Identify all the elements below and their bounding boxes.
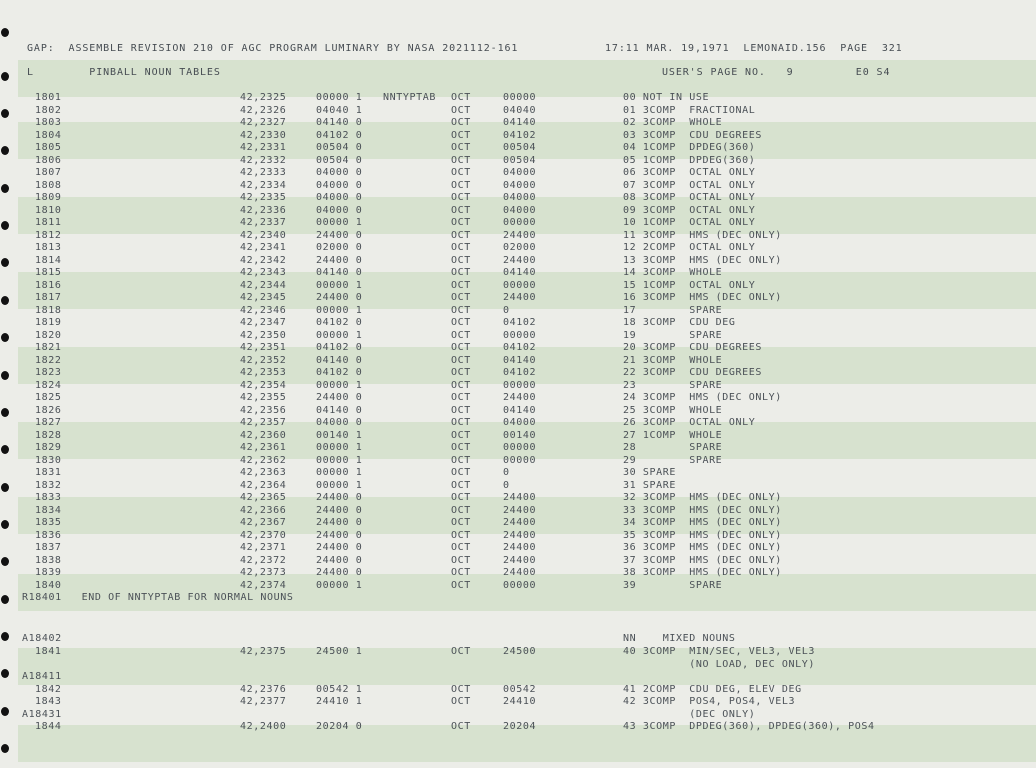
- feed-hole: [1, 109, 9, 118]
- opcode: OCT: [451, 417, 471, 428]
- seq-number: 1803: [35, 117, 62, 128]
- memory-address: 42,2356: [240, 405, 287, 416]
- seq-number: A18431: [22, 709, 62, 720]
- noun-comment: 13 3COMP HMS (DEC ONLY): [623, 255, 782, 266]
- operand: 00000: [503, 217, 537, 228]
- opcode: OCT: [451, 430, 471, 441]
- seq-number: 1842: [35, 684, 62, 695]
- octal-word: 24400 0: [316, 492, 363, 503]
- opcode: OCT: [451, 280, 471, 291]
- octal-word: 02000 0: [316, 242, 363, 253]
- octal-word: 04000 0: [316, 167, 363, 178]
- seq-number: 1826: [35, 405, 62, 416]
- seq-number: 1804: [35, 130, 62, 141]
- noun-comment: 04 1COMP DPDEG(360): [623, 142, 756, 153]
- octal-word: 20204 0: [316, 721, 363, 732]
- memory-address: 42,2346: [240, 305, 287, 316]
- seq-number: 1844: [35, 721, 62, 732]
- memory-address: 42,2344: [240, 280, 287, 291]
- seq-number: 1832: [35, 480, 62, 491]
- octal-word: 24410 1: [316, 696, 363, 707]
- octal-word: 24400 0: [316, 230, 363, 241]
- memory-address: 42,2360: [240, 430, 287, 441]
- opcode: OCT: [451, 105, 471, 116]
- memory-address: 42,2400: [240, 721, 287, 732]
- section-title: L PINBALL NOUN TABLES: [27, 67, 221, 78]
- opcode: OCT: [451, 255, 471, 266]
- seq-number: 1825: [35, 392, 62, 403]
- assembly-header: GAP: ASSEMBLE REVISION 210 OF AGC PROGRAM LUMINARY BY NASA 2021112-161: [27, 43, 519, 54]
- seq-number: 1829: [35, 442, 62, 453]
- operand: 00504: [503, 142, 537, 153]
- opcode: OCT: [451, 305, 471, 316]
- operand: 24400: [503, 555, 537, 566]
- octal-word: 04040 1: [316, 105, 363, 116]
- feed-hole: [1, 595, 9, 604]
- noun-comment: 42 3COMP POS4, POS4, VEL3: [623, 696, 796, 707]
- noun-comment: 08 3COMP OCTAL ONLY: [623, 192, 756, 203]
- octal-word: 00140 1: [316, 430, 363, 441]
- noun-comment: 10 1COMP OCTAL ONLY: [623, 217, 756, 228]
- octal-word: 04140 0: [316, 267, 363, 278]
- opcode: OCT: [451, 517, 471, 528]
- seq-number: 1808: [35, 180, 62, 191]
- seq-number: 1822: [35, 355, 62, 366]
- opcode: OCT: [451, 442, 471, 453]
- seq-number: 1807: [35, 167, 62, 178]
- mixed-nouns-heading: NN MIXED NOUNS: [623, 633, 736, 644]
- noun-comment: 01 3COMP FRACTIONAL: [623, 105, 756, 116]
- feed-hole: [1, 520, 9, 529]
- feed-hole: [1, 483, 9, 492]
- octal-word: 00000 1: [316, 580, 363, 591]
- opcode: OCT: [451, 205, 471, 216]
- opcode: OCT: [451, 542, 471, 553]
- opcode: OCT: [451, 342, 471, 353]
- feed-hole: [1, 184, 9, 193]
- operand: 24400: [503, 292, 537, 303]
- noun-comment: 31 SPARE: [623, 480, 676, 491]
- seq-number: 1836: [35, 530, 62, 541]
- operand: 00000: [503, 580, 537, 591]
- seq-number: 1817: [35, 292, 62, 303]
- seq-number: 1813: [35, 242, 62, 253]
- noun-comment: 15 1COMP OCTAL ONLY: [623, 280, 756, 291]
- memory-address: 42,2366: [240, 505, 287, 516]
- noun-comment: 18 3COMP CDU DEG: [623, 317, 736, 328]
- octal-word: 00000 1: [316, 467, 363, 478]
- opcode: OCT: [451, 192, 471, 203]
- seq-number: 1839: [35, 567, 62, 578]
- noun-comment: 06 3COMP OCTAL ONLY: [623, 167, 756, 178]
- noun-comment: (DEC ONLY): [623, 709, 756, 720]
- operand: 24400: [503, 567, 537, 578]
- seq-number: A18411: [22, 671, 62, 682]
- memory-address: 42,2362: [240, 455, 287, 466]
- operand: 24400: [503, 255, 537, 266]
- opcode: OCT: [451, 684, 471, 695]
- opcode: OCT: [451, 330, 471, 341]
- noun-comment: 25 3COMP WHOLE: [623, 405, 723, 416]
- feed-hole: [1, 146, 9, 155]
- memory-address: 42,2337: [240, 217, 287, 228]
- operand: 04000: [503, 192, 537, 203]
- opcode: OCT: [451, 267, 471, 278]
- opcode: OCT: [451, 130, 471, 141]
- opcode: OCT: [451, 317, 471, 328]
- noun-comment: 43 3COMP DPDEG(360), DPDEG(360), POS4: [623, 721, 875, 732]
- noun-comment: 39 SPARE: [623, 580, 723, 591]
- octal-word: 00504 0: [316, 155, 363, 166]
- memory-address: 42,2331: [240, 142, 287, 153]
- noun-comment: 12 2COMP OCTAL ONLY: [623, 242, 756, 253]
- seq-number: 1811: [35, 217, 62, 228]
- memory-address: 42,2377: [240, 696, 287, 707]
- octal-word: 24400 0: [316, 555, 363, 566]
- noun-comment: 11 3COMP HMS (DEC ONLY): [623, 230, 782, 241]
- operand: 04000: [503, 180, 537, 191]
- operand: 24500: [503, 646, 537, 657]
- noun-comment: 00 NOT IN USE: [623, 92, 710, 103]
- noun-comment: 38 3COMP HMS (DEC ONLY): [623, 567, 782, 578]
- noun-comment: 09 3COMP OCTAL ONLY: [623, 205, 756, 216]
- feed-hole: [1, 72, 9, 81]
- memory-address: 42,2363: [240, 467, 287, 478]
- noun-comment: 26 3COMP OCTAL ONLY: [623, 417, 756, 428]
- feed-hole: [1, 221, 9, 230]
- octal-word: 04102 0: [316, 367, 363, 378]
- seq-number: 1821: [35, 342, 62, 353]
- memory-address: 42,2365: [240, 492, 287, 503]
- octal-word: 04102 0: [316, 317, 363, 328]
- operand: 04140: [503, 405, 537, 416]
- operand: 04000: [503, 167, 537, 178]
- seq-number: 1805: [35, 142, 62, 153]
- opcode: OCT: [451, 405, 471, 416]
- operand: 04040: [503, 105, 537, 116]
- memory-address: 42,2374: [240, 580, 287, 591]
- operand: 04102: [503, 342, 537, 353]
- noun-comment: 24 3COMP HMS (DEC ONLY): [623, 392, 782, 403]
- noun-comment: 33 3COMP HMS (DEC ONLY): [623, 505, 782, 516]
- seq-number: 1827: [35, 417, 62, 428]
- opcode: OCT: [451, 242, 471, 253]
- feed-hole: [1, 296, 9, 305]
- noun-comment: 17 SPARE: [623, 305, 723, 316]
- memory-address: 42,2355: [240, 392, 287, 403]
- feed-hole: [1, 333, 9, 342]
- opcode: OCT: [451, 392, 471, 403]
- memory-address: 42,2334: [240, 180, 287, 191]
- noun-comment: 28 SPARE: [623, 442, 723, 453]
- operand: 00140: [503, 430, 537, 441]
- noun-comment: 21 3COMP WHOLE: [623, 355, 723, 366]
- operand: 20204: [503, 721, 537, 732]
- operand: 00000: [503, 455, 537, 466]
- octal-word: 04000 0: [316, 417, 363, 428]
- opcode: OCT: [451, 696, 471, 707]
- octal-word: 00000 1: [316, 217, 363, 228]
- octal-word: 00000 1: [316, 455, 363, 466]
- memory-address: 42,2341: [240, 242, 287, 253]
- noun-comment: 36 3COMP HMS (DEC ONLY): [623, 542, 782, 553]
- noun-comment: 22 3COMP CDU DEGREES: [623, 367, 763, 378]
- operand: 00542: [503, 684, 537, 695]
- operand: 00504: [503, 155, 537, 166]
- opcode: OCT: [451, 555, 471, 566]
- opcode: OCT: [451, 380, 471, 391]
- noun-comment: 30 SPARE: [623, 467, 676, 478]
- opcode: OCT: [451, 292, 471, 303]
- feed-hole: [1, 557, 9, 566]
- seq-number: 1810: [35, 205, 62, 216]
- octal-word: 00000 1: [316, 480, 363, 491]
- operand: 04102: [503, 317, 537, 328]
- seq-number: 1818: [35, 305, 62, 316]
- memory-address: 42,2376: [240, 684, 287, 695]
- noun-comment: 14 3COMP WHOLE: [623, 267, 723, 278]
- opcode: OCT: [451, 217, 471, 228]
- memory-address: 42,2326: [240, 105, 287, 116]
- noun-comment: 20 3COMP CDU DEGREES: [623, 342, 763, 353]
- opcode: OCT: [451, 646, 471, 657]
- seq-number: 1834: [35, 505, 62, 516]
- opcode: OCT: [451, 92, 471, 103]
- noun-comment: 41 2COMP CDU DEG, ELEV DEG: [623, 684, 802, 695]
- memory-address: 42,2332: [240, 155, 287, 166]
- octal-word: 00000 1: [316, 330, 363, 341]
- noun-comment: 05 1COMP DPDEG(360): [623, 155, 756, 166]
- operand: 00000: [503, 92, 537, 103]
- seq-number: 1830: [35, 455, 62, 466]
- seq-number: 1831: [35, 467, 62, 478]
- octal-word: 24400 0: [316, 292, 363, 303]
- octal-word: 00542 1: [316, 684, 363, 695]
- seq-number: 1815: [35, 267, 62, 278]
- noun-comment: 37 3COMP HMS (DEC ONLY): [623, 555, 782, 566]
- noun-comment: 35 3COMP HMS (DEC ONLY): [623, 530, 782, 541]
- memory-address: 42,2336: [240, 205, 287, 216]
- noun-comment: 23 SPARE: [623, 380, 723, 391]
- seq-number: A18402: [22, 633, 62, 644]
- octal-word: 24400 0: [316, 392, 363, 403]
- operand: 24400: [503, 517, 537, 528]
- opcode: OCT: [451, 467, 471, 478]
- operand: 0: [503, 480, 510, 491]
- noun-comment: 03 3COMP CDU DEGREES: [623, 130, 763, 141]
- operand: 04000: [503, 417, 537, 428]
- noun-comment: (NO LOAD, DEC ONLY): [623, 659, 815, 670]
- operand: 24400: [503, 542, 537, 553]
- tractor-feed-holes: [0, 0, 14, 768]
- opcode: OCT: [451, 721, 471, 732]
- seq-number: 1806: [35, 155, 62, 166]
- octal-word: 24400 0: [316, 530, 363, 541]
- noun-comment: 34 3COMP HMS (DEC ONLY): [623, 517, 782, 528]
- operand: 24400: [503, 505, 537, 516]
- noun-comment: 02 3COMP WHOLE: [623, 117, 723, 128]
- opcode: OCT: [451, 355, 471, 366]
- operand: 04102: [503, 130, 537, 141]
- memory-address: 42,2354: [240, 380, 287, 391]
- noun-comment: 40 3COMP MIN/SEC, VEL3, VEL3: [623, 646, 815, 657]
- opcode: OCT: [451, 155, 471, 166]
- octal-word: 24400 0: [316, 542, 363, 553]
- opcode: OCT: [451, 505, 471, 516]
- octal-word: 04000 0: [316, 205, 363, 216]
- memory-address: 42,2330: [240, 130, 287, 141]
- noun-comment: 29 SPARE: [623, 455, 723, 466]
- feed-hole: [1, 28, 9, 37]
- memory-address: 42,2342: [240, 255, 287, 266]
- opcode: OCT: [451, 455, 471, 466]
- operand: 04140: [503, 355, 537, 366]
- seq-number: 1837: [35, 542, 62, 553]
- seq-number: 1801: [35, 92, 62, 103]
- opcode: OCT: [451, 530, 471, 541]
- memory-address: 42,2335: [240, 192, 287, 203]
- seq-number: 1833: [35, 492, 62, 503]
- octal-word: 24400 0: [316, 255, 363, 266]
- octal-word: 04140 0: [316, 355, 363, 366]
- memory-address: 42,2375: [240, 646, 287, 657]
- feed-hole: [1, 445, 9, 454]
- operand: 24400: [503, 530, 537, 541]
- opcode: OCT: [451, 567, 471, 578]
- opcode: OCT: [451, 367, 471, 378]
- seq-number: 1820: [35, 330, 62, 341]
- seq-number: 1819: [35, 317, 62, 328]
- memory-address: 42,2352: [240, 355, 287, 366]
- memory-address: 42,2343: [240, 267, 287, 278]
- operand: 0: [503, 305, 510, 316]
- opcode: OCT: [451, 167, 471, 178]
- memory-address: 42,2327: [240, 117, 287, 128]
- seq-number: 1835: [35, 517, 62, 528]
- memory-address: 42,2345: [240, 292, 287, 303]
- octal-word: 04000 0: [316, 192, 363, 203]
- octal-word: 24400 0: [316, 517, 363, 528]
- memory-address: 42,2340: [240, 230, 287, 241]
- memory-address: 42,2370: [240, 530, 287, 541]
- operand: 04102: [503, 367, 537, 378]
- octal-word: 04140 0: [316, 405, 363, 416]
- octal-word: 24400 0: [316, 505, 363, 516]
- memory-address: 42,2347: [240, 317, 287, 328]
- seq-number: 1843: [35, 696, 62, 707]
- memory-address: 42,2357: [240, 417, 287, 428]
- operand: 24410: [503, 696, 537, 707]
- octal-word: 00000 1: [316, 442, 363, 453]
- noun-comment: 07 3COMP OCTAL ONLY: [623, 180, 756, 191]
- seq-number: 1814: [35, 255, 62, 266]
- feed-hole: [1, 371, 9, 380]
- octal-word: 00000 1: [316, 280, 363, 291]
- opcode: OCT: [451, 180, 471, 191]
- feed-hole: [1, 408, 9, 417]
- seq-number: 1828: [35, 430, 62, 441]
- octal-word: 04140 0: [316, 117, 363, 128]
- opcode: OCT: [451, 480, 471, 491]
- opcode: OCT: [451, 492, 471, 503]
- noun-comment: 32 3COMP HMS (DEC ONLY): [623, 492, 782, 503]
- operand: 02000: [503, 242, 537, 253]
- octal-word: 24500 1: [316, 646, 363, 657]
- octal-word: 00504 0: [316, 142, 363, 153]
- feed-hole: [1, 707, 9, 716]
- noun-comment: 16 3COMP HMS (DEC ONLY): [623, 292, 782, 303]
- memory-address: 42,2350: [240, 330, 287, 341]
- octal-word: 00000 1: [316, 92, 363, 103]
- noun-comment: 19 SPARE: [623, 330, 723, 341]
- operand: 04140: [503, 267, 537, 278]
- octal-word: 04102 0: [316, 342, 363, 353]
- symbol-label: NNTYPTAB: [383, 92, 436, 103]
- memory-address: 42,2333: [240, 167, 287, 178]
- seq-number: 1816: [35, 280, 62, 291]
- feed-hole: [1, 632, 9, 641]
- octal-word: 00000 1: [316, 305, 363, 316]
- memory-address: 42,2351: [240, 342, 287, 353]
- user-page-info: USER'S PAGE NO. 9 E0 S4: [662, 67, 891, 78]
- memory-address: 42,2371: [240, 542, 287, 553]
- seq-number: 1802: [35, 105, 62, 116]
- memory-address: 42,2372: [240, 555, 287, 566]
- seq-number: 1812: [35, 230, 62, 241]
- memory-address: 42,2353: [240, 367, 287, 378]
- octal-word: 04000 0: [316, 180, 363, 191]
- operand: 00000: [503, 442, 537, 453]
- octal-word: 24400 0: [316, 567, 363, 578]
- operand: 00000: [503, 280, 537, 291]
- memory-address: 42,2361: [240, 442, 287, 453]
- seq-number: 1823: [35, 367, 62, 378]
- opcode: OCT: [451, 142, 471, 153]
- opcode: OCT: [451, 117, 471, 128]
- memory-address: 42,2364: [240, 480, 287, 491]
- operand: 24400: [503, 392, 537, 403]
- feed-hole: [1, 669, 9, 678]
- seq-number: 1841: [35, 646, 62, 657]
- seq-number: 1809: [35, 192, 62, 203]
- feed-hole: [1, 744, 9, 753]
- operand: 00000: [503, 330, 537, 341]
- feed-hole: [1, 258, 9, 267]
- operand: 04140: [503, 117, 537, 128]
- operand: 00000: [503, 380, 537, 391]
- octal-word: 00000 1: [316, 380, 363, 391]
- operand: 24400: [503, 492, 537, 503]
- seq-number: 1840: [35, 580, 62, 591]
- seq-number: 1824: [35, 380, 62, 391]
- memory-address: 42,2367: [240, 517, 287, 528]
- timestamp-header: 17:11 MAR. 19,1971 LEMONAID.156 PAGE 321: [605, 43, 903, 54]
- operand: 0: [503, 467, 510, 478]
- octal-word: 04102 0: [316, 130, 363, 141]
- opcode: OCT: [451, 580, 471, 591]
- memory-address: 42,2325: [240, 92, 287, 103]
- operand: 04000: [503, 205, 537, 216]
- operand: 24400: [503, 230, 537, 241]
- noun-comment: 27 1COMP WHOLE: [623, 430, 723, 441]
- memory-address: 42,2373: [240, 567, 287, 578]
- end-of-table-line: R18401 END OF NNTYPTAB FOR NORMAL NOUNS: [22, 592, 294, 603]
- seq-number: 1838: [35, 555, 62, 566]
- opcode: OCT: [451, 230, 471, 241]
